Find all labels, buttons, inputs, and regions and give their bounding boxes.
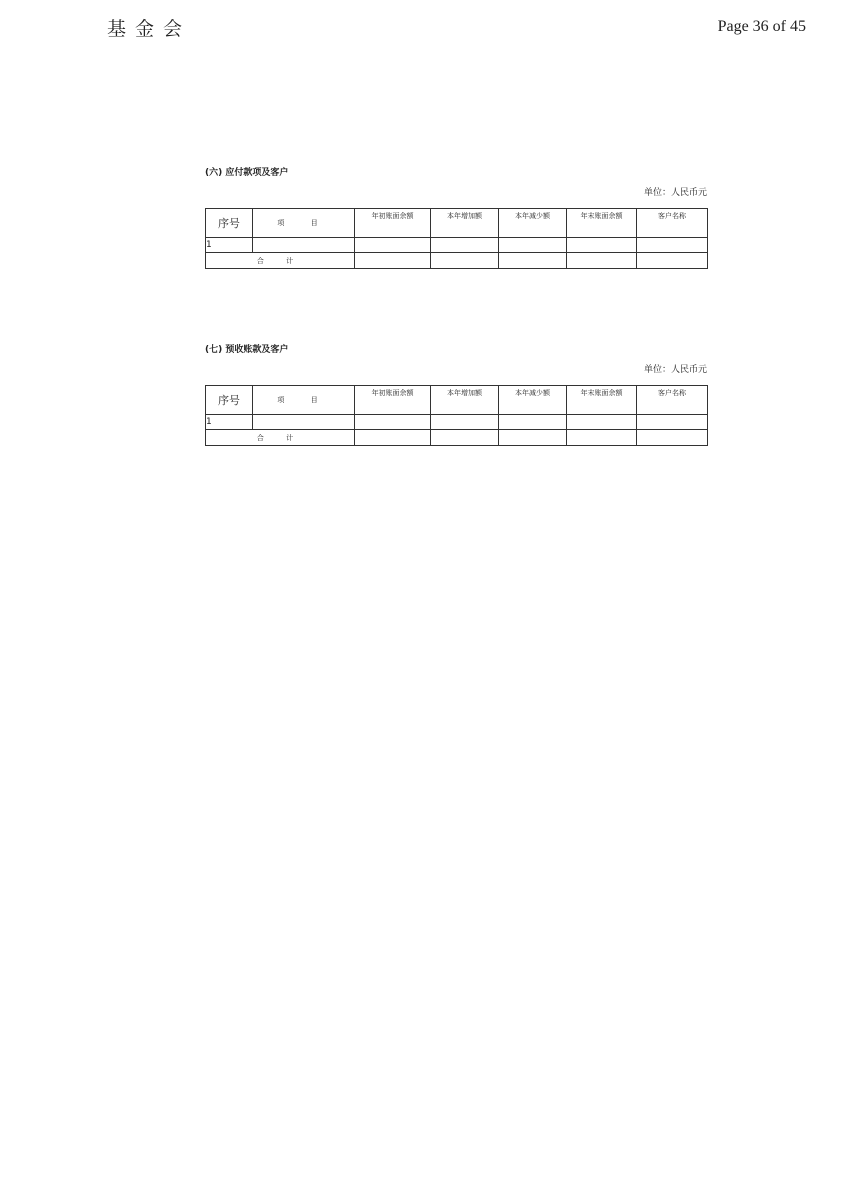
col-header: 年末账面余额 xyxy=(567,209,637,238)
table-total-row xyxy=(206,253,708,269)
table-header-row xyxy=(206,386,708,415)
table-cell xyxy=(431,238,499,253)
col-header: 项 目 xyxy=(253,386,355,415)
table-cell xyxy=(499,253,567,269)
payables-table xyxy=(205,208,708,269)
table-cell xyxy=(499,415,567,430)
table-cell xyxy=(499,430,567,446)
table-cell xyxy=(499,238,567,253)
section-title: (六) 应付款项及客户 xyxy=(205,168,289,178)
table-cell: 1 xyxy=(206,415,253,430)
table-cell xyxy=(431,430,499,446)
table-total-row xyxy=(206,430,708,446)
advance-receipts-table xyxy=(205,385,708,446)
table-cell: 1 xyxy=(206,238,253,253)
table-cell xyxy=(637,415,708,430)
table-cell xyxy=(431,253,499,269)
total-label: 合 计 xyxy=(206,253,355,269)
table-cell xyxy=(431,415,499,430)
col-header: 客户名称 xyxy=(637,386,708,415)
col-header: 本年减少额 xyxy=(499,209,567,238)
total-label: 合 计 xyxy=(206,430,355,446)
table-cell xyxy=(637,238,708,253)
unit-label: 单位：人民币元 xyxy=(643,188,707,198)
table-header-row xyxy=(206,209,708,238)
table-cell xyxy=(637,253,708,269)
table-cell xyxy=(355,238,431,253)
table-row xyxy=(206,238,708,253)
table-cell xyxy=(355,430,431,446)
unit-label: 单位：人民币元 xyxy=(643,365,707,375)
table-cell xyxy=(355,415,431,430)
table-cell xyxy=(355,253,431,269)
col-header: 本年增加额 xyxy=(431,209,499,238)
section-title: (七) 预收账款及客户 xyxy=(205,345,289,355)
header-organization: 基金会 xyxy=(107,18,192,40)
col-header: 序号 xyxy=(206,386,253,415)
table-cell xyxy=(567,238,637,253)
table-cell xyxy=(567,415,637,430)
table-cell xyxy=(567,253,637,269)
col-header: 本年增加额 xyxy=(431,386,499,415)
page-number: Page 36 of 45 xyxy=(717,18,806,35)
col-header: 年初账面余额 xyxy=(355,209,431,238)
col-header: 客户名称 xyxy=(637,209,708,238)
table-cell xyxy=(253,238,355,253)
col-header: 年初账面余额 xyxy=(355,386,431,415)
col-header: 项 目 xyxy=(253,209,355,238)
col-header: 本年减少额 xyxy=(499,386,567,415)
col-header: 年末账面余额 xyxy=(567,386,637,415)
col-header: 序号 xyxy=(206,209,253,238)
table-cell xyxy=(253,415,355,430)
table-row xyxy=(206,415,708,430)
table-cell xyxy=(637,430,708,446)
table-cell xyxy=(567,430,637,446)
